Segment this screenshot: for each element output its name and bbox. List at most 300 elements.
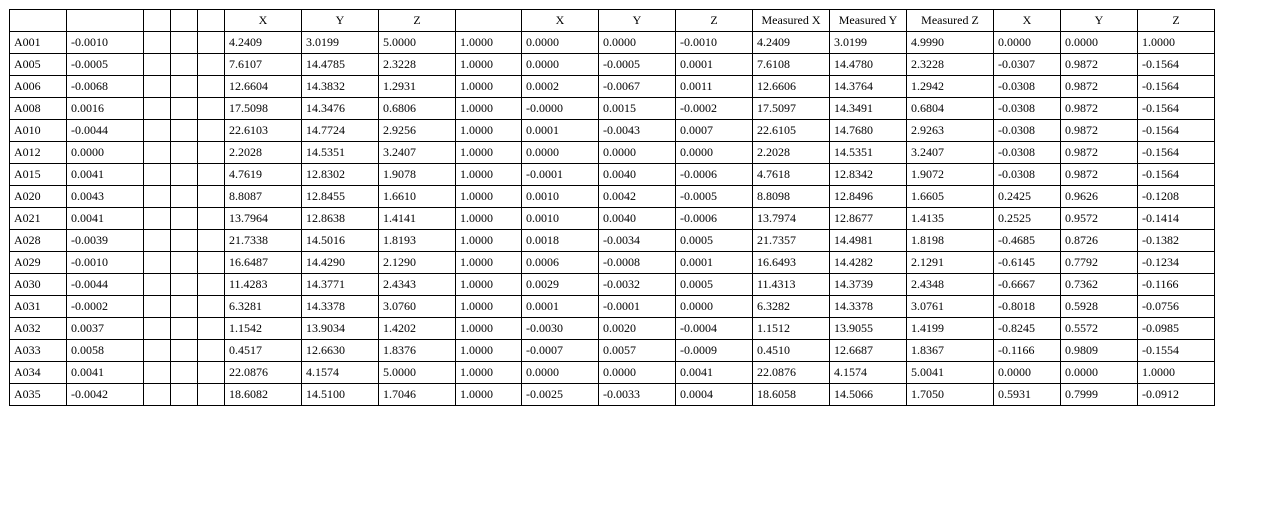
table-cell: 0.0000	[522, 32, 599, 54]
table-cell: 21.7357	[753, 230, 830, 252]
table-cell: 14.4785	[302, 54, 379, 76]
table-cell: 8.8087	[225, 186, 302, 208]
table-cell: 0.0005	[676, 230, 753, 252]
column-header: Y	[1061, 10, 1138, 32]
table-cell	[198, 208, 225, 230]
table-cell: 6.3282	[753, 296, 830, 318]
table-cell: 13.7964	[225, 208, 302, 230]
table-row	[10, 186, 1215, 208]
table-cell	[144, 142, 171, 164]
table-cell: 0.5931	[994, 384, 1061, 406]
table-cell: 0.0000	[599, 32, 676, 54]
point-id-cell: A035	[10, 384, 67, 406]
table-cell: -0.0008	[599, 252, 676, 274]
table-cell: 2.9256	[379, 120, 456, 142]
table-cell	[198, 362, 225, 384]
table-cell: 13.9055	[830, 318, 907, 340]
table-cell	[171, 76, 198, 98]
table-cell: 12.6604	[225, 76, 302, 98]
table-cell: 3.0199	[830, 32, 907, 54]
table-cell	[171, 230, 198, 252]
table-cell: 1.7046	[379, 384, 456, 406]
table-cell: 17.5097	[753, 98, 830, 120]
table-cell: -0.0308	[994, 98, 1061, 120]
table-cell: 4.7618	[753, 164, 830, 186]
table-cell: 14.5351	[830, 142, 907, 164]
table-row	[10, 252, 1215, 274]
table-cell: 22.0876	[225, 362, 302, 384]
table-row	[10, 318, 1215, 340]
table-cell	[144, 252, 171, 274]
table-cell: 0.7999	[1061, 384, 1138, 406]
table-cell: 1.0000	[456, 76, 522, 98]
table-cell	[198, 32, 225, 54]
table-cell: 1.2931	[379, 76, 456, 98]
table-cell: -0.0032	[599, 274, 676, 296]
table-body	[10, 10, 1215, 406]
table-cell: 1.0000	[456, 32, 522, 54]
table-cell: 0.9872	[1061, 98, 1138, 120]
table-cell: 12.6606	[753, 76, 830, 98]
table-cell: 1.8376	[379, 340, 456, 362]
column-header: Z	[1138, 10, 1215, 32]
table-cell: 0.0058	[67, 340, 144, 362]
point-id-cell: A012	[10, 142, 67, 164]
table-cell: 11.4313	[753, 274, 830, 296]
table-cell	[198, 274, 225, 296]
table-cell: 0.5928	[1061, 296, 1138, 318]
table-cell: -0.1414	[1138, 208, 1215, 230]
table-cell: -0.0007	[522, 340, 599, 362]
table-cell: 0.0004	[676, 384, 753, 406]
column-header	[144, 10, 171, 32]
column-header: Measured Z	[907, 10, 994, 32]
table-cell: 1.0000	[456, 54, 522, 76]
table-cell: 1.4135	[907, 208, 994, 230]
table-cell: 0.0016	[67, 98, 144, 120]
table-cell: -0.0030	[522, 318, 599, 340]
table-cell: 18.6082	[225, 384, 302, 406]
table-cell: 3.0760	[379, 296, 456, 318]
table-cell: -0.0068	[67, 76, 144, 98]
table-cell: 22.6103	[225, 120, 302, 142]
table-cell: 8.8098	[753, 186, 830, 208]
table-cell: -0.4685	[994, 230, 1061, 252]
table-cell: -0.0010	[67, 252, 144, 274]
table-cell: 0.0000	[522, 142, 599, 164]
table-cell: -0.1554	[1138, 340, 1215, 362]
table-cell: 14.3764	[830, 76, 907, 98]
table-cell: 13.7974	[753, 208, 830, 230]
table-cell: 0.0000	[676, 296, 753, 318]
table-cell: 2.4343	[379, 274, 456, 296]
table-cell	[171, 362, 198, 384]
table-cell: 0.6804	[907, 98, 994, 120]
table-cell: 12.8342	[830, 164, 907, 186]
table-cell	[144, 76, 171, 98]
table-cell: 3.2407	[907, 142, 994, 164]
table-cell: 0.7362	[1061, 274, 1138, 296]
column-header: X	[522, 10, 599, 32]
table-cell: 0.0042	[599, 186, 676, 208]
table-cell: 1.9078	[379, 164, 456, 186]
table-cell: 1.0000	[456, 186, 522, 208]
table-cell: -0.8245	[994, 318, 1061, 340]
table-cell: 4.2409	[753, 32, 830, 54]
table-row	[10, 76, 1215, 98]
table-cell: 2.1290	[379, 252, 456, 274]
table-cell: 0.0020	[599, 318, 676, 340]
table-cell: 0.5572	[1061, 318, 1138, 340]
table-cell: 0.0011	[676, 76, 753, 98]
table-cell: 3.0761	[907, 296, 994, 318]
table-cell: 3.0199	[302, 32, 379, 54]
table-cell: 0.9872	[1061, 142, 1138, 164]
table-cell: 16.6493	[753, 252, 830, 274]
table-cell	[198, 340, 225, 362]
table-cell: -0.8018	[994, 296, 1061, 318]
table-cell: 14.5016	[302, 230, 379, 252]
table-cell: 14.3771	[302, 274, 379, 296]
table-cell: -0.0002	[67, 296, 144, 318]
table-cell	[144, 230, 171, 252]
table-cell: 0.0000	[599, 142, 676, 164]
column-header: X	[994, 10, 1061, 32]
column-header	[198, 10, 225, 32]
table-cell	[198, 54, 225, 76]
table-cell: 0.6806	[379, 98, 456, 120]
table-cell: 0.0041	[676, 362, 753, 384]
table-cell: 14.3739	[830, 274, 907, 296]
table-cell: 0.0000	[1061, 32, 1138, 54]
header-row	[10, 10, 1215, 32]
table-cell: 14.5066	[830, 384, 907, 406]
table-cell: 1.0000	[456, 142, 522, 164]
table-cell: -0.1382	[1138, 230, 1215, 252]
table-cell: 2.3228	[379, 54, 456, 76]
table-row	[10, 208, 1215, 230]
table-cell: 3.2407	[379, 142, 456, 164]
column-header: Z	[676, 10, 753, 32]
table-cell: 0.7792	[1061, 252, 1138, 274]
table-cell: 14.3476	[302, 98, 379, 120]
table-cell	[171, 274, 198, 296]
table-cell: -0.0044	[67, 120, 144, 142]
table-cell: -0.0010	[67, 32, 144, 54]
table-cell: 0.0037	[67, 318, 144, 340]
table-cell: -0.6145	[994, 252, 1061, 274]
table-cell: 1.0000	[456, 208, 522, 230]
table-cell	[198, 164, 225, 186]
table-cell: 1.0000	[1138, 32, 1215, 54]
table-cell: 13.9034	[302, 318, 379, 340]
table-cell: -0.0985	[1138, 318, 1215, 340]
table-cell: -0.0308	[994, 142, 1061, 164]
table-cell: 0.0041	[67, 208, 144, 230]
table-cell: 0.0001	[522, 296, 599, 318]
table-cell: 0.0005	[676, 274, 753, 296]
point-id-cell: A029	[10, 252, 67, 274]
table-cell: 0.4517	[225, 340, 302, 362]
table-cell	[144, 340, 171, 362]
table-cell: 1.1542	[225, 318, 302, 340]
table-cell	[144, 208, 171, 230]
point-id-cell: A031	[10, 296, 67, 318]
table-cell: 0.0041	[67, 164, 144, 186]
table-cell: -0.0002	[676, 98, 753, 120]
point-id-cell: A033	[10, 340, 67, 362]
table-cell: 18.6058	[753, 384, 830, 406]
table-cell	[198, 318, 225, 340]
table-cell: 0.0018	[522, 230, 599, 252]
table-cell: 14.3378	[830, 296, 907, 318]
table-cell: 1.4202	[379, 318, 456, 340]
table-cell: 2.3228	[907, 54, 994, 76]
column-header	[67, 10, 144, 32]
table-cell: -0.0039	[67, 230, 144, 252]
table-row	[10, 98, 1215, 120]
table-cell: 22.6105	[753, 120, 830, 142]
table-cell: 0.0010	[522, 208, 599, 230]
table-cell	[171, 252, 198, 274]
table-cell	[171, 208, 198, 230]
table-cell: 1.9072	[907, 164, 994, 186]
table-cell: 1.4199	[907, 318, 994, 340]
table-cell: 1.8198	[907, 230, 994, 252]
column-header: Z	[379, 10, 456, 32]
table-cell: -0.0006	[676, 164, 753, 186]
point-id-cell: A008	[10, 98, 67, 120]
table-cell: 1.0000	[1138, 362, 1215, 384]
table-cell: 1.0000	[456, 230, 522, 252]
table-cell: 2.2028	[753, 142, 830, 164]
table-cell: -0.1564	[1138, 142, 1215, 164]
table-row	[10, 142, 1215, 164]
table-cell: 12.8302	[302, 164, 379, 186]
table-cell: 1.0000	[456, 296, 522, 318]
table-cell: -0.0005	[599, 54, 676, 76]
table-cell: 1.6610	[379, 186, 456, 208]
column-header: Y	[302, 10, 379, 32]
table-cell	[171, 164, 198, 186]
column-header	[10, 10, 67, 32]
point-id-cell: A032	[10, 318, 67, 340]
table-cell: 1.0000	[456, 98, 522, 120]
table-cell	[171, 32, 198, 54]
table-cell: 0.0006	[522, 252, 599, 274]
column-header	[171, 10, 198, 32]
table-cell: 0.9872	[1061, 76, 1138, 98]
table-cell: 0.0001	[676, 252, 753, 274]
table-cell: 0.8726	[1061, 230, 1138, 252]
table-cell: 4.7619	[225, 164, 302, 186]
table-cell	[198, 252, 225, 274]
table-cell: -0.0308	[994, 164, 1061, 186]
point-id-cell: A001	[10, 32, 67, 54]
table-cell: 1.8367	[907, 340, 994, 362]
point-id-cell: A021	[10, 208, 67, 230]
table-row	[10, 54, 1215, 76]
table-cell	[171, 54, 198, 76]
column-header	[456, 10, 522, 32]
table-cell: -0.0034	[599, 230, 676, 252]
table-cell: -0.0067	[599, 76, 676, 98]
table-cell: -0.0044	[67, 274, 144, 296]
point-id-cell: A006	[10, 76, 67, 98]
table-cell: -0.1564	[1138, 164, 1215, 186]
table-cell: 1.8193	[379, 230, 456, 252]
table-cell: -0.0005	[676, 186, 753, 208]
table-cell	[198, 230, 225, 252]
table-cell: 5.0041	[907, 362, 994, 384]
table-cell: -0.0756	[1138, 296, 1215, 318]
table-cell: -0.0308	[994, 76, 1061, 98]
table-cell: 1.0000	[456, 164, 522, 186]
table-cell: 0.0040	[599, 208, 676, 230]
point-id-cell: A015	[10, 164, 67, 186]
table-cell: 0.0002	[522, 76, 599, 98]
table-cell: 0.2425	[994, 186, 1061, 208]
table-cell: 0.0010	[522, 186, 599, 208]
table-cell: 12.8496	[830, 186, 907, 208]
table-cell: 12.8677	[830, 208, 907, 230]
table-row	[10, 230, 1215, 252]
table-cell: 12.6687	[830, 340, 907, 362]
table-cell: -0.0001	[599, 296, 676, 318]
table-cell: 7.6108	[753, 54, 830, 76]
table-cell: 0.0000	[522, 362, 599, 384]
table-cell: 1.0000	[456, 362, 522, 384]
table-cell: 0.9872	[1061, 54, 1138, 76]
table-cell: 11.4283	[225, 274, 302, 296]
table-cell	[144, 318, 171, 340]
table-cell: 1.0000	[456, 120, 522, 142]
table-cell: 14.4981	[830, 230, 907, 252]
table-cell: 14.7680	[830, 120, 907, 142]
column-header: Y	[599, 10, 676, 32]
table-cell: 0.0000	[994, 32, 1061, 54]
table-cell	[144, 32, 171, 54]
table-cell	[144, 296, 171, 318]
table-cell: -0.0025	[522, 384, 599, 406]
table-cell	[144, 362, 171, 384]
table-cell: 2.2028	[225, 142, 302, 164]
table-cell: -0.1564	[1138, 98, 1215, 120]
table-cell: 1.2942	[907, 76, 994, 98]
table-cell	[171, 120, 198, 142]
table-cell	[144, 54, 171, 76]
table-cell: 0.4510	[753, 340, 830, 362]
table-cell	[198, 120, 225, 142]
table-cell: -0.0912	[1138, 384, 1215, 406]
table-row	[10, 384, 1215, 406]
table-cell: 1.0000	[456, 252, 522, 274]
table-cell: -0.0042	[67, 384, 144, 406]
table-cell: 2.9263	[907, 120, 994, 142]
table-cell: 0.0041	[67, 362, 144, 384]
table-cell	[198, 384, 225, 406]
table-cell: 0.0015	[599, 98, 676, 120]
table-cell: -0.0005	[67, 54, 144, 76]
table-row	[10, 296, 1215, 318]
table-cell: -0.1166	[1138, 274, 1215, 296]
point-id-cell: A005	[10, 54, 67, 76]
table-cell: -0.0004	[676, 318, 753, 340]
table-cell	[198, 296, 225, 318]
table-cell: 14.5100	[302, 384, 379, 406]
table-cell: 0.0043	[67, 186, 144, 208]
table-cell: 14.3491	[830, 98, 907, 120]
point-id-cell: A020	[10, 186, 67, 208]
table-cell: -0.1564	[1138, 76, 1215, 98]
table-cell	[198, 186, 225, 208]
table-cell: 16.6487	[225, 252, 302, 274]
table-row	[10, 340, 1215, 362]
point-id-cell: A034	[10, 362, 67, 384]
table-cell: 5.0000	[379, 362, 456, 384]
table-cell: -0.1564	[1138, 120, 1215, 142]
table-cell: -0.1234	[1138, 252, 1215, 274]
table-cell: 0.9872	[1061, 120, 1138, 142]
table-cell: 0.9872	[1061, 164, 1138, 186]
table-cell: -0.0033	[599, 384, 676, 406]
table-cell	[171, 384, 198, 406]
table-cell: 0.0001	[522, 120, 599, 142]
table-cell: 14.4290	[302, 252, 379, 274]
table-cell	[198, 142, 225, 164]
table-cell: -0.6667	[994, 274, 1061, 296]
table-cell: -0.0006	[676, 208, 753, 230]
table-cell: 6.3281	[225, 296, 302, 318]
table-cell: 0.0029	[522, 274, 599, 296]
column-header: Measured Y	[830, 10, 907, 32]
table-row	[10, 164, 1215, 186]
table-cell: 5.0000	[379, 32, 456, 54]
table-cell	[144, 120, 171, 142]
table-cell	[144, 98, 171, 120]
measurement-table-wrapper	[9, 9, 1215, 406]
table-cell: 4.2409	[225, 32, 302, 54]
table-cell: 14.3378	[302, 296, 379, 318]
table-cell: 2.4348	[907, 274, 994, 296]
table-cell: 17.5098	[225, 98, 302, 120]
table-cell: -0.1208	[1138, 186, 1215, 208]
table-cell: -0.0009	[676, 340, 753, 362]
table-cell: 12.8455	[302, 186, 379, 208]
table-cell: -0.0043	[599, 120, 676, 142]
column-header: X	[225, 10, 302, 32]
table-cell: -0.1166	[994, 340, 1061, 362]
table-cell: 4.1574	[302, 362, 379, 384]
table-cell: 14.5351	[302, 142, 379, 164]
table-cell: 0.0001	[676, 54, 753, 76]
point-id-cell: A028	[10, 230, 67, 252]
table-cell: 14.4780	[830, 54, 907, 76]
table-cell: 1.1512	[753, 318, 830, 340]
table-cell: 0.0057	[599, 340, 676, 362]
table-row	[10, 120, 1215, 142]
table-cell: 1.0000	[456, 384, 522, 406]
table-cell: -0.1564	[1138, 54, 1215, 76]
table-cell: 0.2525	[994, 208, 1061, 230]
table-cell: 0.0000	[67, 142, 144, 164]
table-row	[10, 274, 1215, 296]
point-id-cell: A010	[10, 120, 67, 142]
table-cell: 1.4141	[379, 208, 456, 230]
table-cell: 14.7724	[302, 120, 379, 142]
table-cell	[171, 186, 198, 208]
table-cell	[144, 164, 171, 186]
